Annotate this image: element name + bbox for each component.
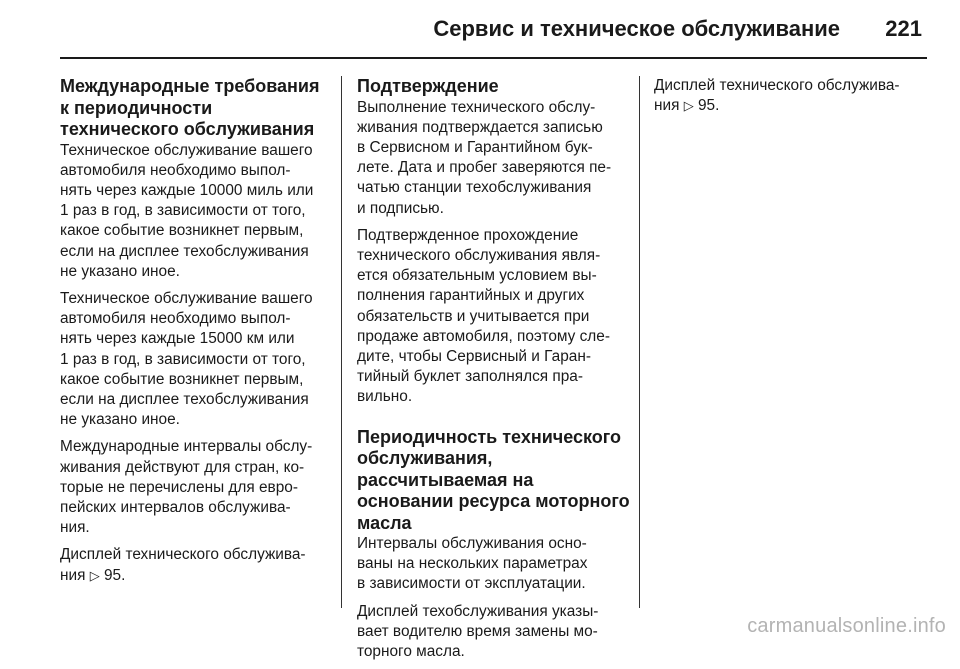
page-number: 221 — [885, 16, 922, 41]
paragraph-display-ref-2: Дисплей технического обслужива- ния ▷ 95. — [654, 77, 900, 115]
page-reference-icon: ▷ — [89, 567, 100, 583]
paragraph-km: Техническое обслуживание вашего автомобиля необходимо выпол- нять через каждые 15000 км или 1 раз в год, в зависимости от того, какое событие возникнет первым, если на дисплее техобслуживания не указано иное. — [60, 289, 313, 429]
column-3 — [654, 76, 926, 123]
paragraph-miles: Техническое обслуживание вашего автомобиля необходимо выпол- нять через каждые 10000 миль или 1 раз в год, в зависимости от того, какое событие возникнет первым, если на дисплее техобслуживания не указано иное. — [60, 141, 314, 280]
paragraph-intervals: Интервалы обслуживания осно- ваны на нескольких параметрах в зависимости от эксплуатации. — [357, 535, 588, 593]
column-divider — [341, 76, 342, 608]
column-1 — [60, 76, 328, 593]
page-reference-link[interactable]: 95. — [698, 97, 720, 115]
header-rule — [60, 57, 927, 59]
column-divider — [639, 76, 640, 608]
paragraph-international-intervals: Международные интервалы обслу- живания действуют для стран, ко- торые не перечислены для евро- пейских интервалов обслужива- ния. — [60, 438, 313, 537]
section-heading-oil-interval: Периодичность технического обслуживания, рассчитываемая на основании ресурса моторного масла — [357, 426, 630, 533]
paragraph-oil-display: Дисплей техобслуживания указы- вает водителю время замены мо- торного масла. — [357, 602, 599, 661]
column-2 — [357, 76, 630, 669]
page-header — [0, 0, 960, 58]
paragraph-display-ref: Дисплей технического обслужива- ния ▷ 95. — [60, 546, 306, 584]
watermark: carmanualsonline.info — [747, 615, 946, 637]
page-reference-link[interactable]: 95. — [104, 566, 126, 584]
paragraph-confirmed-service: Подтвержденное прохождение технического обслуживания явля- ется обязательным условием вы- полнения гарантийных и других обязательств и учитывается при продаже автомобиля, поэтому сле- дите, чтобы Сервисный и Гаран- тийный буклет заполнялся пра- вильно. — [357, 226, 610, 406]
header-title: Сервис и техническое обслуживание — [433, 16, 840, 41]
section-heading-international: Международные требования к периодичности технического обслуживания — [60, 76, 320, 139]
section-heading-confirmation: Подтверждение — [357, 76, 499, 96]
paragraph-confirmation: Выполнение технического обслу- живания подтверждается записью в Сервисном и Гарантийном бук- лете. Дата и пробег заверяются пе- чатью станции техобслуживания и подписью. — [357, 98, 612, 217]
page-reference-icon: ▷ — [683, 98, 694, 114]
